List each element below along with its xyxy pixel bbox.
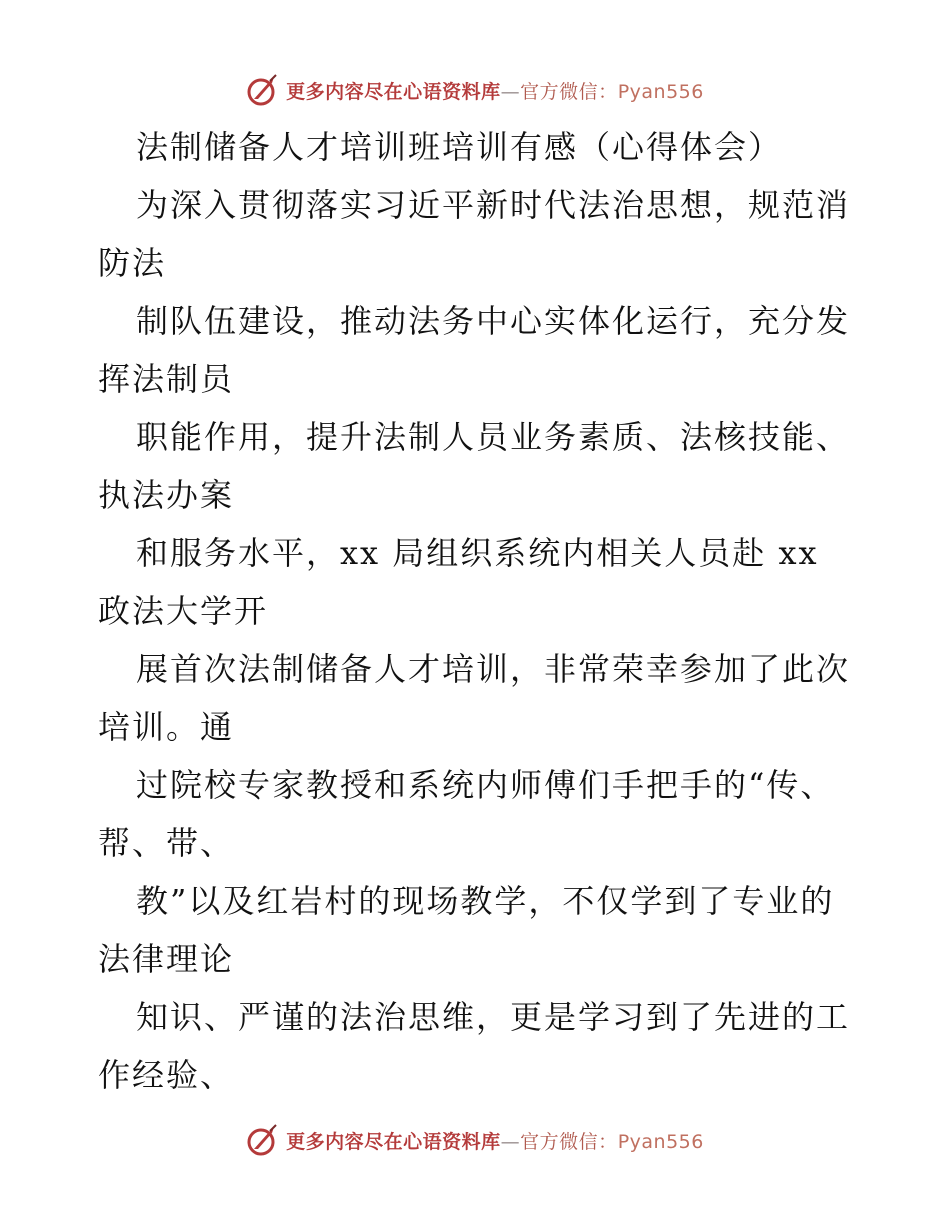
quill-pen-logo-icon [246, 1123, 280, 1157]
watermark-wechat-label: 官方微信： [520, 80, 618, 103]
footer-watermark [0, 1120, 950, 1160]
paragraph-line: 执法办案 [98, 476, 235, 514]
paragraph-line: 职能作用，提升法制人员业务素质、法核技能、 [136, 418, 851, 456]
paragraph-line: 展首次法制储备人才培训，非常荣幸参加了此次 [136, 650, 851, 688]
document-title: 法制储备人才培训班培训有感（心得体会） [136, 128, 783, 166]
paragraph-line: 挥法制员 [98, 360, 235, 398]
watermark-dash: — [500, 1130, 521, 1153]
paragraph-line: 防法 [98, 244, 167, 282]
header-watermark [0, 70, 950, 110]
paragraph-line: 法律理论 [98, 940, 235, 978]
paragraph-line: 制队伍建设，推动法务中心实体化运行，充分发 [136, 302, 851, 340]
paragraph-line: 和服务水平，xx 局组织系统内相关人员赴 xx [136, 534, 819, 572]
paragraph-line: 帮、带、 [98, 824, 235, 862]
watermark-account: Pyan556 [617, 80, 704, 103]
watermark-account: Pyan556 [617, 1130, 704, 1153]
quill-pen-logo-icon [246, 73, 280, 107]
document-body [98, 118, 858, 1104]
paragraph-line: 为深入贯彻落实习近平新时代法治思想，规范消 [136, 186, 851, 224]
watermark-dash: — [500, 80, 521, 103]
watermark-wechat-label: 官方微信： [520, 1130, 618, 1153]
paragraph-line: 作经验、 [98, 1056, 235, 1094]
paragraph-line: 政法大学开 [98, 592, 269, 630]
paragraph-line: 培训。通 [98, 708, 235, 746]
watermark-brand: 更多内容尽在心语资料库 [286, 80, 501, 103]
paragraph-line: 知识、严谨的法治思维，更是学习到了先进的工 [136, 998, 851, 1036]
paragraph-line: 过院校专家教授和系统内师傅们手把手的“传、 [136, 766, 835, 804]
watermark-brand: 更多内容尽在心语资料库 [286, 1130, 501, 1153]
paragraph-line: 教”以及红岩村的现场教学，不仅学到了专业的 [136, 882, 835, 920]
